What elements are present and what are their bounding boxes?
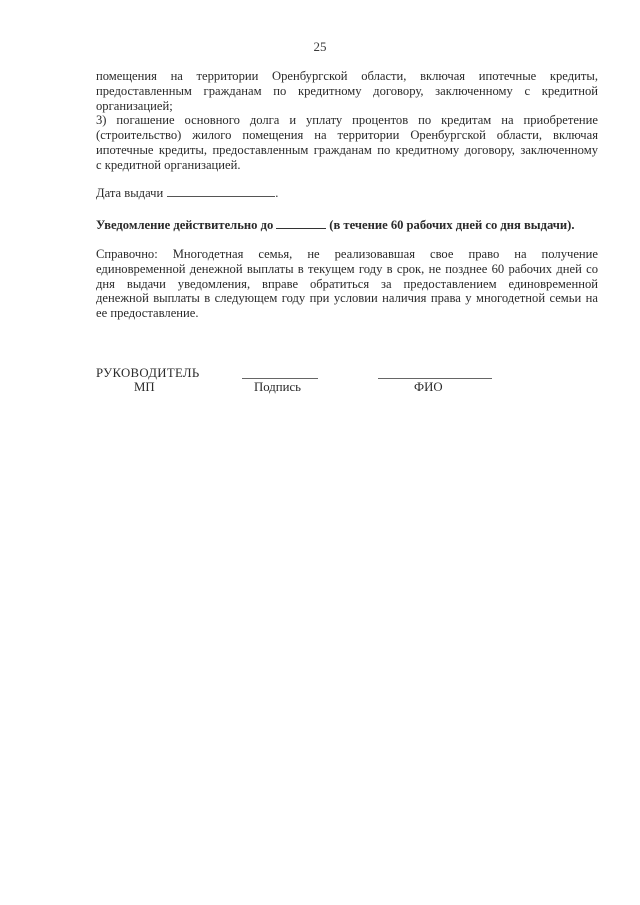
issue-date-label: Дата выдачи (96, 186, 164, 200)
intro-line-4: 3) погашение основного долга и уплату процентов по кредитам на приобретение (96, 113, 598, 128)
head-label: РУКОВОДИТЕЛЬ (96, 366, 200, 380)
reference-paragraph (96, 247, 598, 321)
intro-line-7: с кредитной организацией. (96, 157, 241, 172)
intro-line-2: предоставленным гражданам по кредитному договору, заключенному с кредитной (96, 83, 598, 98)
issue-date-suffix: . (275, 186, 279, 200)
reference-line-3: дня выдачи уведомления, вправе обратиться за предоставлением единовременной (96, 276, 598, 291)
reference-line-2: единовременной денежной выплаты в текущем году в срок, не позднее 60 рабочих дней со (96, 261, 598, 276)
name-caption: ФИО (414, 380, 443, 394)
issue-date-blank (167, 196, 275, 197)
reference-line-5: ее предоставление. (96, 306, 199, 321)
signature-blank-line (242, 378, 318, 379)
intro-line-1: помещения на территории Оренбургской области, включая ипотечные кредиты, (96, 69, 598, 83)
page-number: 25 (313, 39, 327, 54)
issue-date-line (96, 186, 278, 201)
validity-date-blank (276, 228, 326, 229)
validity-suffix: (в течение 60 рабочих дней со дня выдачи). (329, 218, 575, 232)
validity-prefix: Уведомление действительно до (96, 218, 274, 232)
validity-notice (96, 218, 598, 233)
name-blank-line (378, 378, 492, 379)
intro-line-5: (строительство) жилого помещения на территории Оренбургской области, включая (96, 128, 598, 143)
reference-line-4: денежной выплаты в следующем году при условии наличия права у многодетной семьи на (96, 291, 598, 306)
signature-caption: Подпись (254, 380, 301, 394)
intro-line-6: ипотечные кредиты, предоставленным гражданам по кредитному договору, заключенному (96, 142, 598, 157)
reference-line-1: Справочно: Многодетная семья, не реализовавшая свое право на получение (96, 247, 598, 261)
signature-block (96, 366, 516, 406)
intro-line-3: организацией; (96, 98, 173, 113)
stamp-label: МП (134, 380, 155, 394)
intro-paragraph (96, 69, 598, 173)
